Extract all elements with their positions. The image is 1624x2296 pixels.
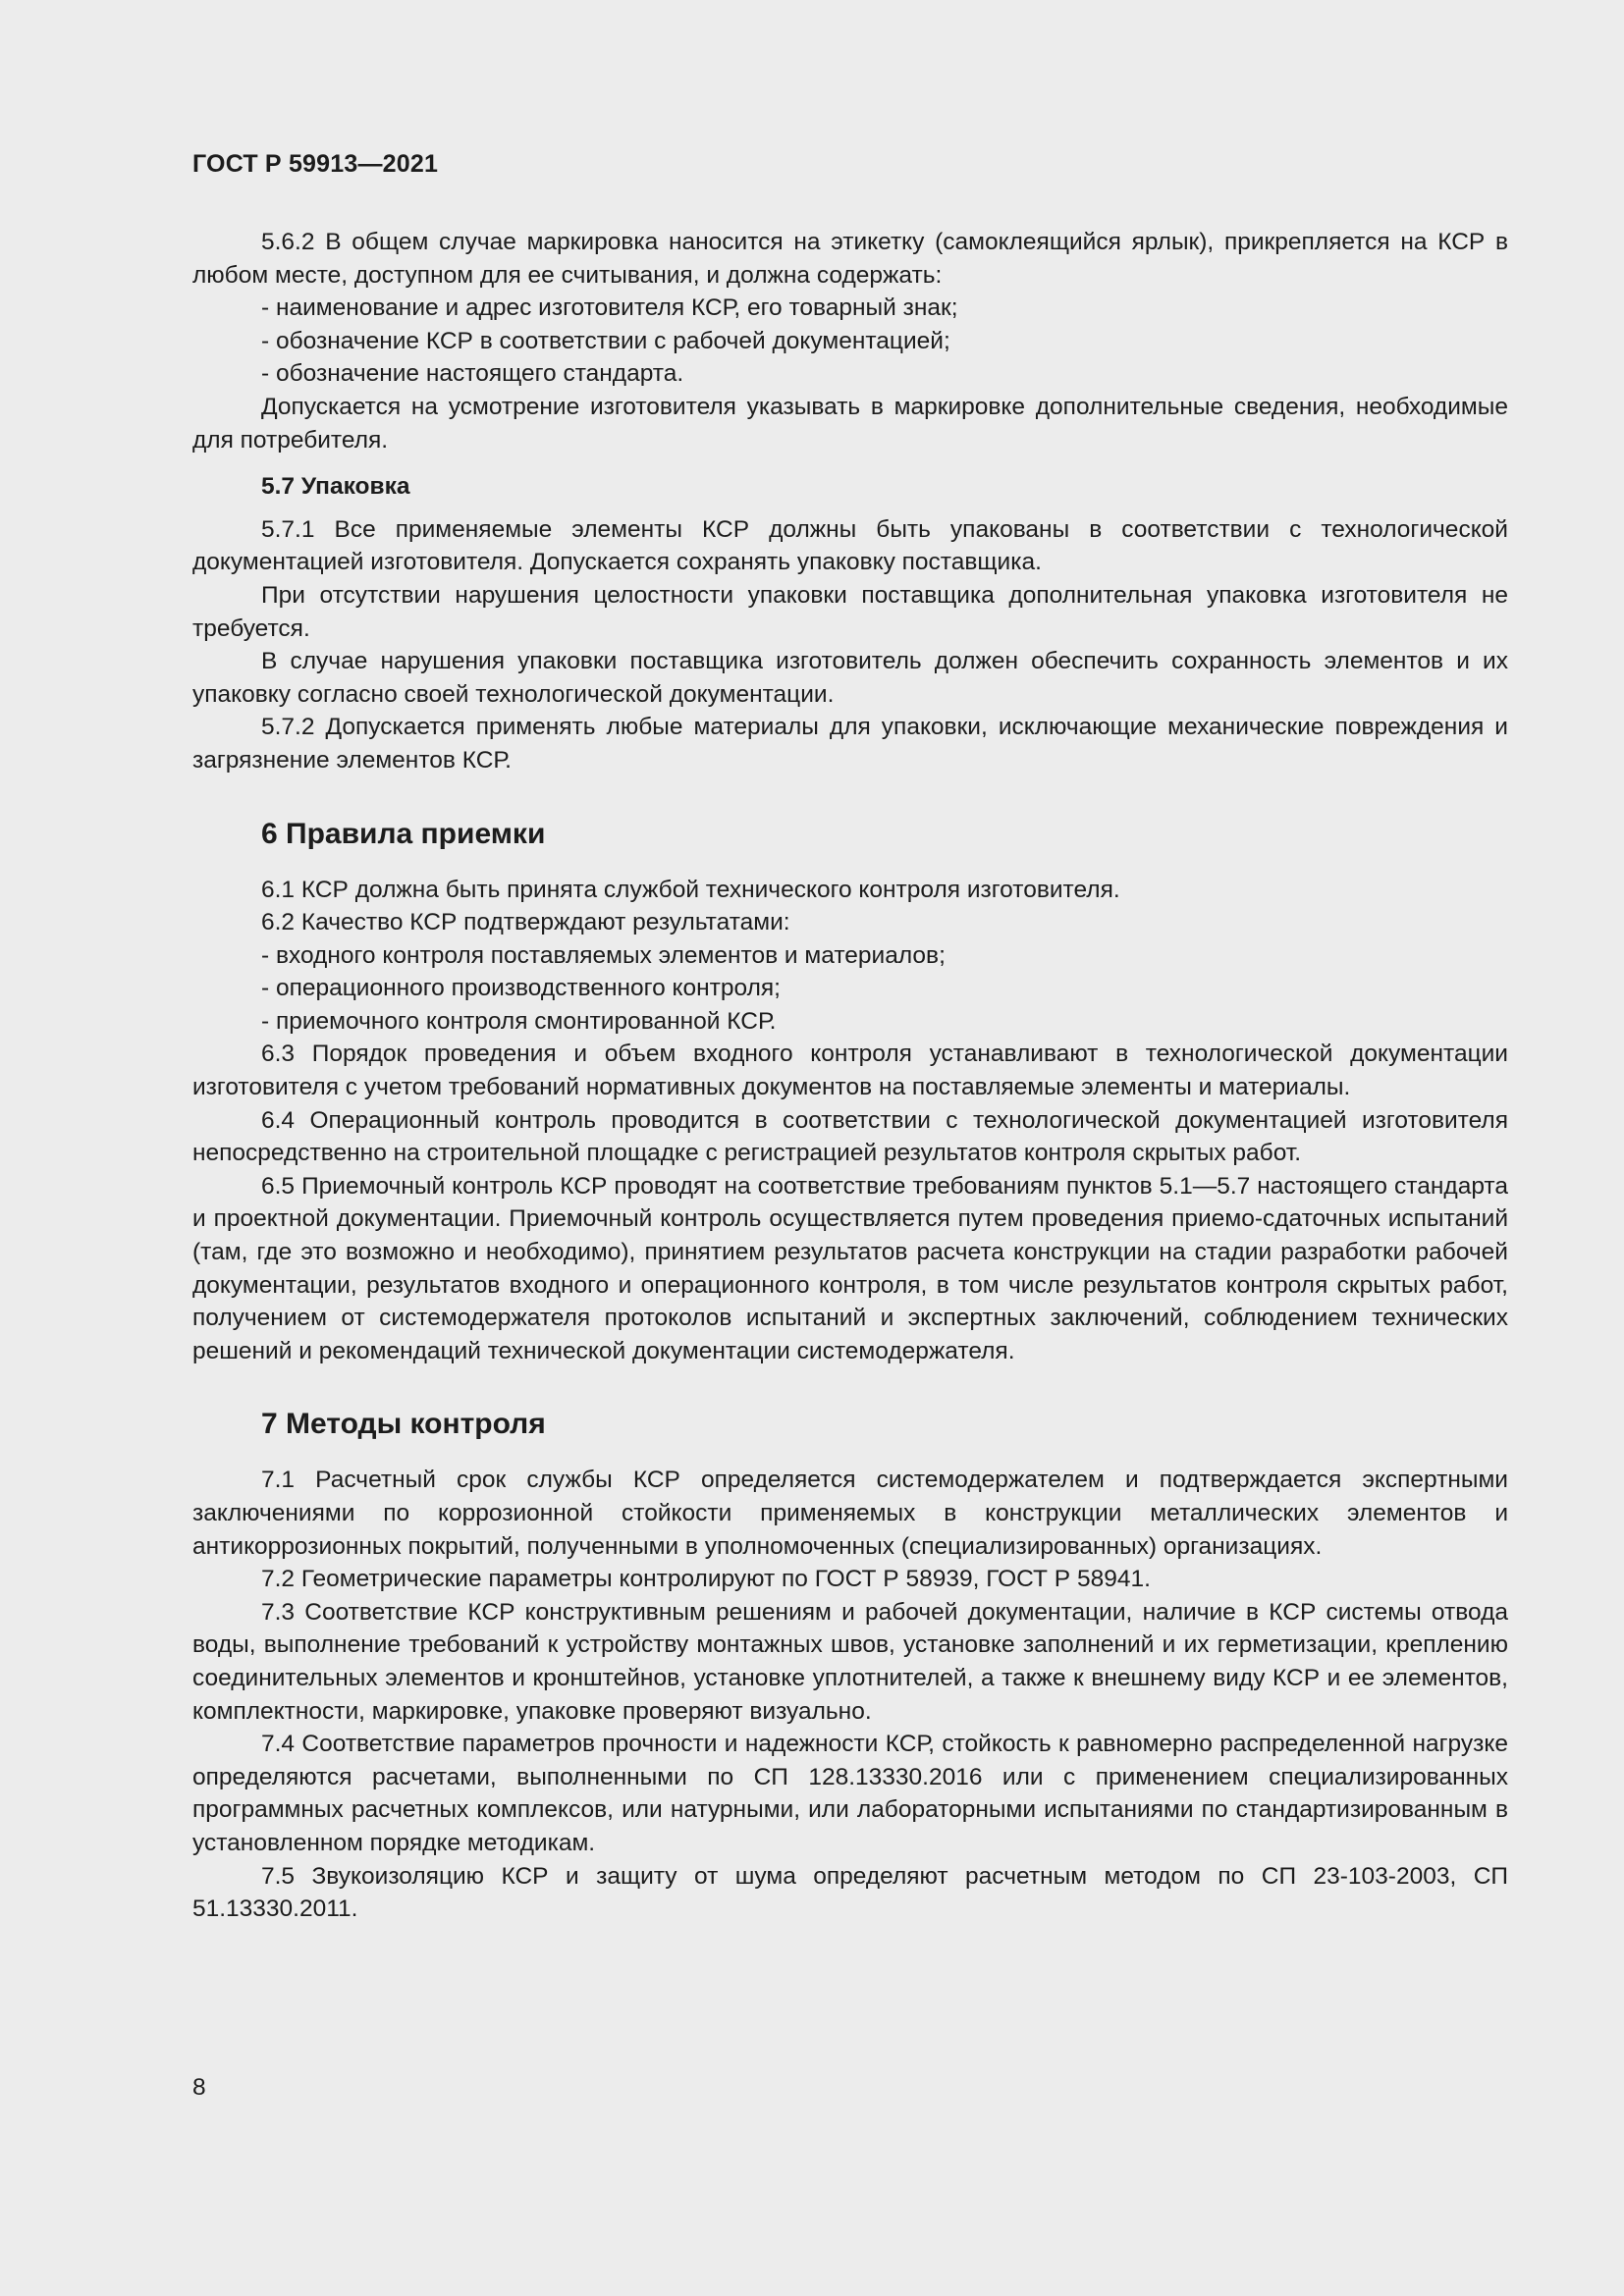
document-page [192,147,1508,1923]
paragraph: 6.5 Приемочный контроль КСР проводят на соответствие требованиям пунктов 5.1—5.7 настоящего стандарта и проектной документации. Приемочный контроль осуществляется путем проведения приемо-сдаточных испытаний (там, где это возможно и необходимо), принятием результатов расчета конструкции на стадии разработки рабочей документации, результатов входного и операционного контроля, в том числе результатов контроля скрытых работ, получением от системодержателя протоколов испытаний и экспертных заключений, соблюдением технических решений и рекомендаций технической документации системодержателя. [192,1172,1508,1364]
paragraph: 6.3 Порядок проведения и объем входного контроля устанавливают в технологической документации изготовителя с учетом требований нормативных документов на поставляемые элементы и материалы. [192,1041,1508,1101]
document-body [192,226,1508,1926]
paragraph: 7.5 Звукоизоляцию КСР и защиту от шума определяют расчетным методом по СП 23-103-2003, СП 51.13330.2011. [192,1862,1508,1923]
paragraph: В случае нарушения упаковки поставщика изготовитель должен обеспечить сохранность элементов и их упаковку согласно своей технологической документации. [192,648,1508,708]
subsection-heading: 5.7 Упаковка [261,473,410,501]
paragraph: 5.7.1 Все применяемые элементы КСР должны быть упакованы в соответствии с технологической документацией изготовителя. Допускается сохранять упаковку поставщика. [192,515,1508,576]
list-item: - обозначение КСР в соответствии с рабочей документацией; [261,327,950,354]
paragraph: 7.4 Соответствие параметров прочности и надежности КСР, стойкость к равномерно распределенной нагрузке определяются расчетами, выполненными по СП 128.13330.2016 или с применением специализированных программных расчетных комплексов, или натурными, или лабораторными испытаниями по стандартизированным в установленном порядке методикам. [192,1731,1508,1856]
page-number: 8 [192,2074,206,2101]
paragraph: Допускается на усмотрение изготовителя указывать в маркировке дополнительные сведения, необходимые для потребителя. [192,393,1508,454]
document-id-header: ГОСТ Р 59913—2021 [192,150,439,178]
paragraph: 7.3 Соответствие КСР конструктивным решениям и рабочей документации, наличие в КСР системы отвода воды, выполнение требований к устройству монтажных швов, установке заполнений и их герметизации, креплению соединительных элементов и кронштейнов, установке уплотнителей, а также к внешнему виду КСР и ее элементов, комплектности, маркировке, упаковке проверяют визуально. [192,1598,1508,1725]
list-item: - операционного производственного контроля; [261,975,781,1002]
paragraph: 5.7.2 Допускается применять любые материалы для упаковки, исключающие механические повреждения и загрязнение элементов КСР. [192,714,1508,774]
list-item: - наименование и адрес изготовителя КСР, его товарный знак; [261,294,958,322]
paragraph: 6.4 Операционный контроль проводится в соответствии с технологической документацией изготовителя непосредственно на строительной площадке с регистрацией результатов контроля скрытых работ. [192,1106,1508,1167]
list-item: - входного контроля поставляемых элементов и материалов; [261,941,946,969]
list-item: - приемочного контроля смонтированной КСР. [261,1007,777,1035]
paragraph: 5.6.2 В общем случае маркировка наносится на этикетку (самоклеящийся ярлык), прикрепляется на КСР в любом месте, доступном для ее считывания, и должна содержать: [192,229,1508,289]
paragraph: При отсутствии нарушения целостности упаковки поставщика дополнительная упаковка изготовителя не требуется. [192,581,1508,642]
paragraph: 6.2 Качество КСР подтверждают результатами: [261,909,790,936]
paragraph: 6.1 КСР должна быть принята службой технического контроля изготовителя. [261,876,1120,903]
list-item: - обозначение настоящего стандарта. [261,360,684,388]
paragraph: 7.1 Расчетный срок службы КСР определяется системодержателем и подтверждается экспертными заключениями по коррозионной стойкости применяемых в конструкции металлических элементов и антикоррозионных покрытий, полученными в уполномоченных (специализированных) организациях. [192,1467,1508,1560]
section-heading: 6 Правила приемки [261,817,546,850]
paragraph: 7.2 Геометрические параметры контролируют по ГОСТ Р 58939, ГОСТ Р 58941. [261,1566,1151,1593]
section-heading: 7 Методы контроля [261,1408,546,1441]
